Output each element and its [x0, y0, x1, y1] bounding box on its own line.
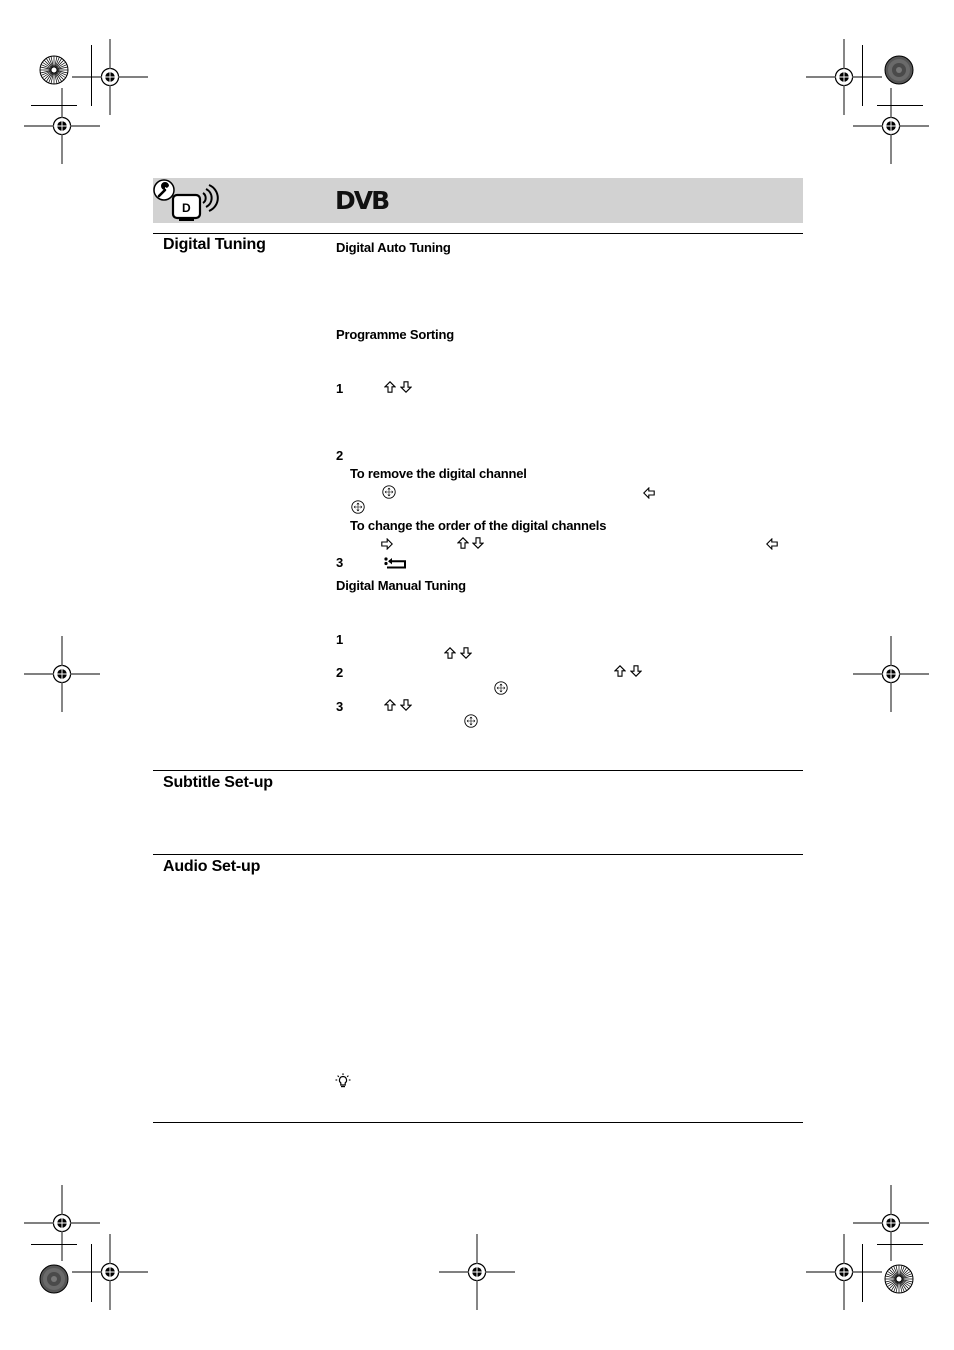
- hint-lightbulb-icon: [335, 1073, 351, 1089]
- registration-mark-icon: [24, 636, 100, 712]
- digital-manual-tuning-heading: Digital Manual Tuning: [336, 578, 466, 593]
- return-icon: [384, 557, 408, 569]
- starburst-mark-icon: [39, 55, 69, 85]
- programme-sorting-heading: Programme Sorting: [336, 327, 454, 342]
- icon-letter: D: [182, 201, 191, 215]
- ok-button-icon: [464, 714, 478, 728]
- arrow-up-icon: [384, 699, 396, 711]
- change-order-heading: To change the order of the digital channels: [350, 518, 607, 533]
- digital-auto-tuning-heading: Digital Auto Tuning: [336, 240, 451, 255]
- arrow-up-icon: [384, 381, 396, 393]
- audio-setup-title: Audio Set-up: [163, 858, 261, 875]
- arrow-up-icon: [614, 665, 626, 677]
- digital-setup-icon: [153, 179, 215, 223]
- ok-button-icon: [351, 500, 365, 514]
- registration-mark-icon: [853, 88, 929, 164]
- arrow-down-icon: [472, 537, 484, 549]
- section-divider: [153, 233, 803, 234]
- registration-mark-icon: [72, 1234, 148, 1310]
- step-number: 3: [336, 699, 344, 714]
- digital-tuning-title: Digital Tuning: [163, 236, 266, 253]
- dark-mark-icon: [884, 55, 914, 85]
- registration-mark-icon: [853, 636, 929, 712]
- arrow-right-icon: [381, 538, 393, 550]
- arrow-down-icon: [460, 647, 472, 659]
- arrow-left-icon: [766, 538, 778, 550]
- subtitle-setup-title: Subtitle Set-up: [163, 774, 273, 791]
- arrow-down-icon: [400, 699, 412, 711]
- ok-button-icon: [494, 681, 508, 695]
- section-divider: [153, 1122, 803, 1123]
- step-number: 3: [336, 555, 344, 570]
- arrow-down-icon: [400, 381, 412, 393]
- dark-mark-icon: [39, 1264, 69, 1294]
- arrow-up-icon: [457, 537, 469, 549]
- registration-mark-icon: [439, 1234, 515, 1310]
- step-number: 2: [336, 665, 344, 680]
- starburst-mark-icon: [884, 1264, 914, 1294]
- registration-mark-icon: [806, 1234, 882, 1310]
- dvb-logo: DVB: [335, 186, 389, 215]
- header-bar: [153, 178, 803, 223]
- step-number: 1: [336, 381, 344, 396]
- section-divider: [153, 854, 803, 855]
- arrow-left-icon: [643, 487, 655, 499]
- remove-channel-heading: To remove the digital channel: [350, 466, 527, 481]
- arrow-up-icon: [444, 647, 456, 659]
- section-divider: [153, 770, 803, 771]
- step-number: 2: [336, 448, 344, 463]
- arrow-down-icon: [630, 665, 642, 677]
- ok-button-icon: [382, 485, 396, 499]
- registration-mark-icon: [24, 88, 100, 164]
- step-number: 1: [336, 632, 344, 647]
